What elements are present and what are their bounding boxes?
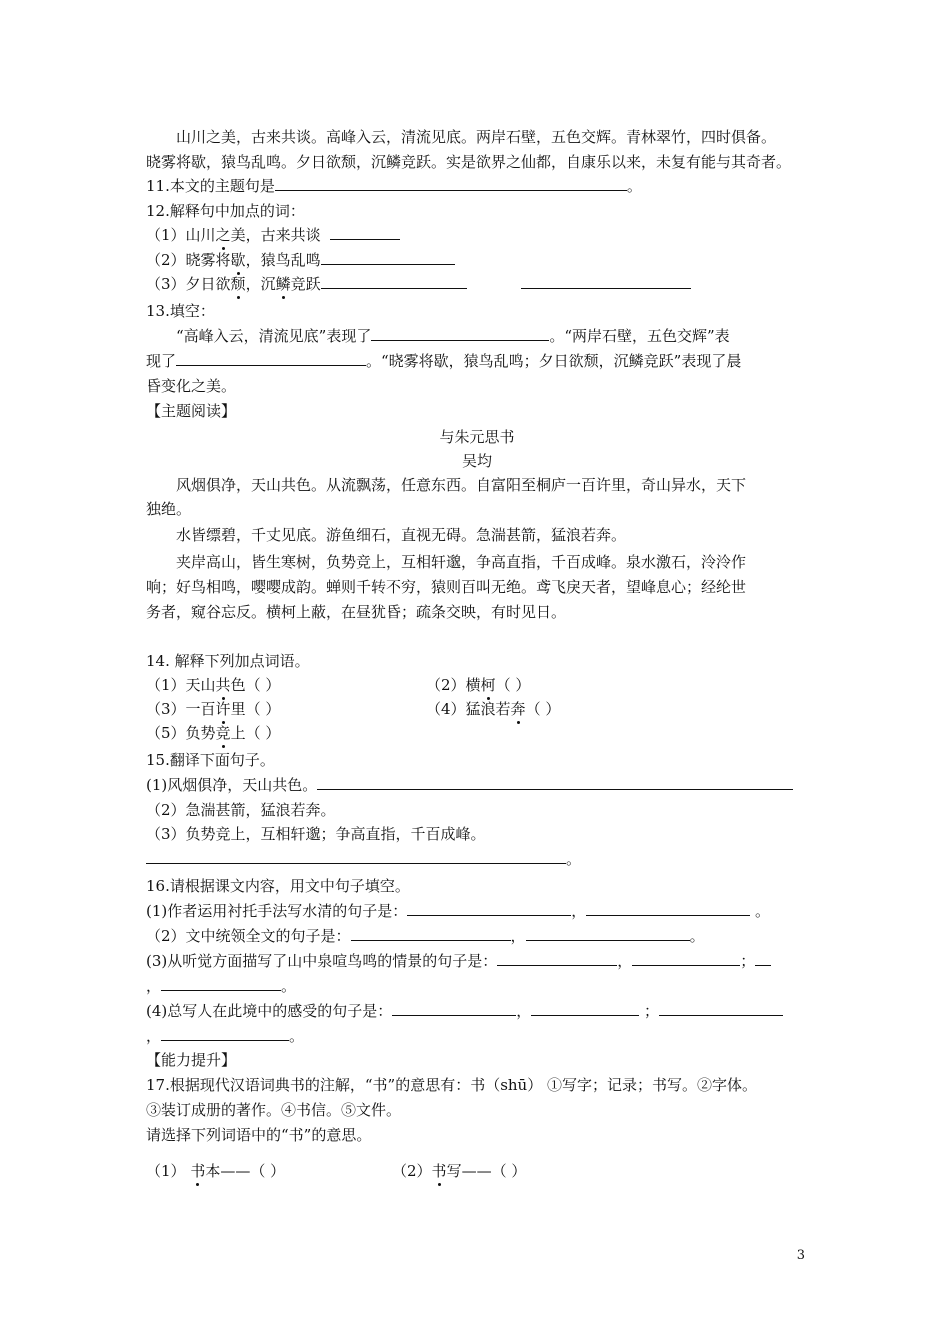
question-13-title: 13.填空： bbox=[146, 302, 215, 320]
question-16-title: 16.请根据课文内容，用文中句子填空。 bbox=[146, 877, 410, 895]
article-title: 与朱元思书 bbox=[439, 428, 515, 446]
answer-blank[interactable] bbox=[526, 926, 690, 941]
section-ability-improvement: 【能力提升】 bbox=[146, 1051, 237, 1069]
article-paragraph-3-line-3: 务者，窥谷忘反。横柯上蔽，在昼犹昏；疏条交映，有时见日。 bbox=[146, 603, 567, 621]
question-13-line-2: 现了 。“晓雾将歇，猿鸟乱鸣；夕日欲颓，沉鳞竞跃”表现了晨 bbox=[146, 352, 742, 370]
question-14-item-3: （3）一百许里（ ） bbox=[146, 700, 281, 718]
question-13-line-3: 昏变化之美。 bbox=[146, 377, 237, 395]
question-16-item-1: (1)作者运用衬托手法写水清的句子是： ， 。 bbox=[146, 902, 771, 920]
answer-blank[interactable] bbox=[330, 225, 400, 240]
passage1-line2: 晓雾将歇，猿鸟乱鸣。夕日欲颓，沉鳞竞跃。实是欲界之仙都，自康乐以来，未复有能与其奇者。 bbox=[146, 153, 792, 171]
question-13-line-1: “高峰入云，清流见底”表现了 。“两岸石壁，五色交辉”表 bbox=[176, 327, 730, 345]
answer-blank[interactable] bbox=[407, 901, 571, 916]
answer-blank[interactable] bbox=[176, 351, 366, 366]
article-paragraph-3-line-2: 响；好鸟相鸣，嘤嘤成韵。蝉则千转不穷，猿则百叫无绝。鸢飞戾天者，望峰息心；经纶世 bbox=[146, 578, 747, 596]
answer-blank[interactable] bbox=[497, 951, 617, 966]
answer-blank[interactable] bbox=[146, 849, 566, 864]
article-author: 吴均 bbox=[461, 452, 492, 470]
answer-blank[interactable] bbox=[321, 274, 467, 289]
question-17-line-3: 请选择下列词语中的“书”的意思。 bbox=[146, 1126, 372, 1144]
question-12-item-3: （3）夕日欲颓，沉鳞竞跃 bbox=[146, 273, 691, 295]
question-16-item-3-continued: ， 。 bbox=[146, 977, 297, 995]
question-16-item-4-continued: ， 。 bbox=[146, 1027, 305, 1045]
answer-blank[interactable] bbox=[521, 274, 691, 289]
answer-blank[interactable] bbox=[586, 901, 750, 916]
question-14-title: 14. 解释下列加点词语。 bbox=[146, 652, 310, 670]
question-11: 11.本文的主题句是 。 bbox=[146, 177, 642, 195]
question-14-item-2: （2）横柯（ ） bbox=[426, 676, 531, 694]
answer-blank[interactable] bbox=[755, 951, 771, 966]
article-paragraph-1-line-1: 风烟俱净，天山共色。从流飘荡，任意东西。自富阳至桐庐一百许里，奇山异水，天下 bbox=[176, 476, 747, 494]
article-paragraph-2: 水皆缥碧，千丈见底。游鱼细石，直视无碍。急湍甚箭，猛浪若奔。 bbox=[176, 526, 627, 544]
article-paragraph-1-line-2: 独绝。 bbox=[146, 500, 192, 518]
question-17-line-1: 17.根据现代汉语词典书的注解，“书”的意思有：书（shū） ①写字；记录；书写。②字体。 bbox=[146, 1076, 757, 1094]
answer-blank[interactable] bbox=[161, 976, 281, 991]
question-17-item-2: （2）书写——（ ） bbox=[392, 1162, 527, 1180]
passage1-line1: 山川之美，古来共谈。高峰入云，清流见底。两岸石壁，五色交辉。青林翠竹，四时俱备。 bbox=[176, 128, 777, 146]
question-16-item-4: (4)总写人在此境中的感受的句子是： ， ； bbox=[146, 1000, 783, 1022]
question-12-item-1: （1）山川之美，古来共谈 bbox=[146, 224, 400, 246]
section-theme-reading: 【主题阅读】 bbox=[146, 402, 237, 420]
question-15-sentence-2: （2）急湍甚箭，猛浪若奔。 bbox=[146, 801, 336, 819]
answer-blank[interactable] bbox=[371, 326, 549, 341]
question-14-item-4: （4）猛浪若奔（ ） bbox=[426, 700, 561, 718]
question-12-item-2: （2）晓雾将歇，猿鸟乱鸣 bbox=[146, 249, 455, 271]
question-16-item-3: (3)从听觉方面描写了山中泉喧鸟鸣的情景的句子是： ， ； bbox=[146, 950, 771, 972]
question-16-item-2: （2）文中统领全文的句子是： ， 。 bbox=[146, 927, 705, 945]
article-paragraph-3-line-1: 夹岸高山，皆生寒树，负势竞上，互相轩邈，争高直指，千百成峰。泉水激石，泠泠作 bbox=[176, 553, 747, 571]
page-number: 3 bbox=[796, 1248, 805, 1263]
answer-blank[interactable] bbox=[317, 775, 793, 790]
question-12-title: 12.解释句中加点的词： bbox=[146, 202, 305, 220]
answer-blank[interactable] bbox=[659, 1001, 783, 1016]
question-17-item-1: （1） 书本——（ ） bbox=[146, 1162, 286, 1180]
question-14-item-1: （1）天山共色（ ） bbox=[146, 676, 281, 694]
answer-blank[interactable] bbox=[632, 951, 740, 966]
answer-blank[interactable] bbox=[351, 926, 511, 941]
answer-blank[interactable] bbox=[531, 1001, 639, 1016]
question-15-title: 15.翻译下面句子。 bbox=[146, 751, 275, 769]
question-17-line-2: ③装订成册的著作。④书信。⑤文件。 bbox=[146, 1101, 402, 1119]
answer-blank[interactable] bbox=[275, 176, 627, 191]
question-15-answer-line: 。 bbox=[146, 848, 581, 870]
answer-blank[interactable] bbox=[321, 250, 455, 265]
answer-blank[interactable] bbox=[392, 1001, 516, 1016]
question-15-sentence-3: （3）负势竞上，互相轩邈；争高直指，千百成峰。 bbox=[146, 825, 486, 843]
answer-blank[interactable] bbox=[161, 1026, 289, 1041]
question-15-sentence-1: (1)风烟俱净，天山共色。 bbox=[146, 774, 793, 796]
question-14-item-5: （5）负势竞上（ ） bbox=[146, 724, 281, 742]
